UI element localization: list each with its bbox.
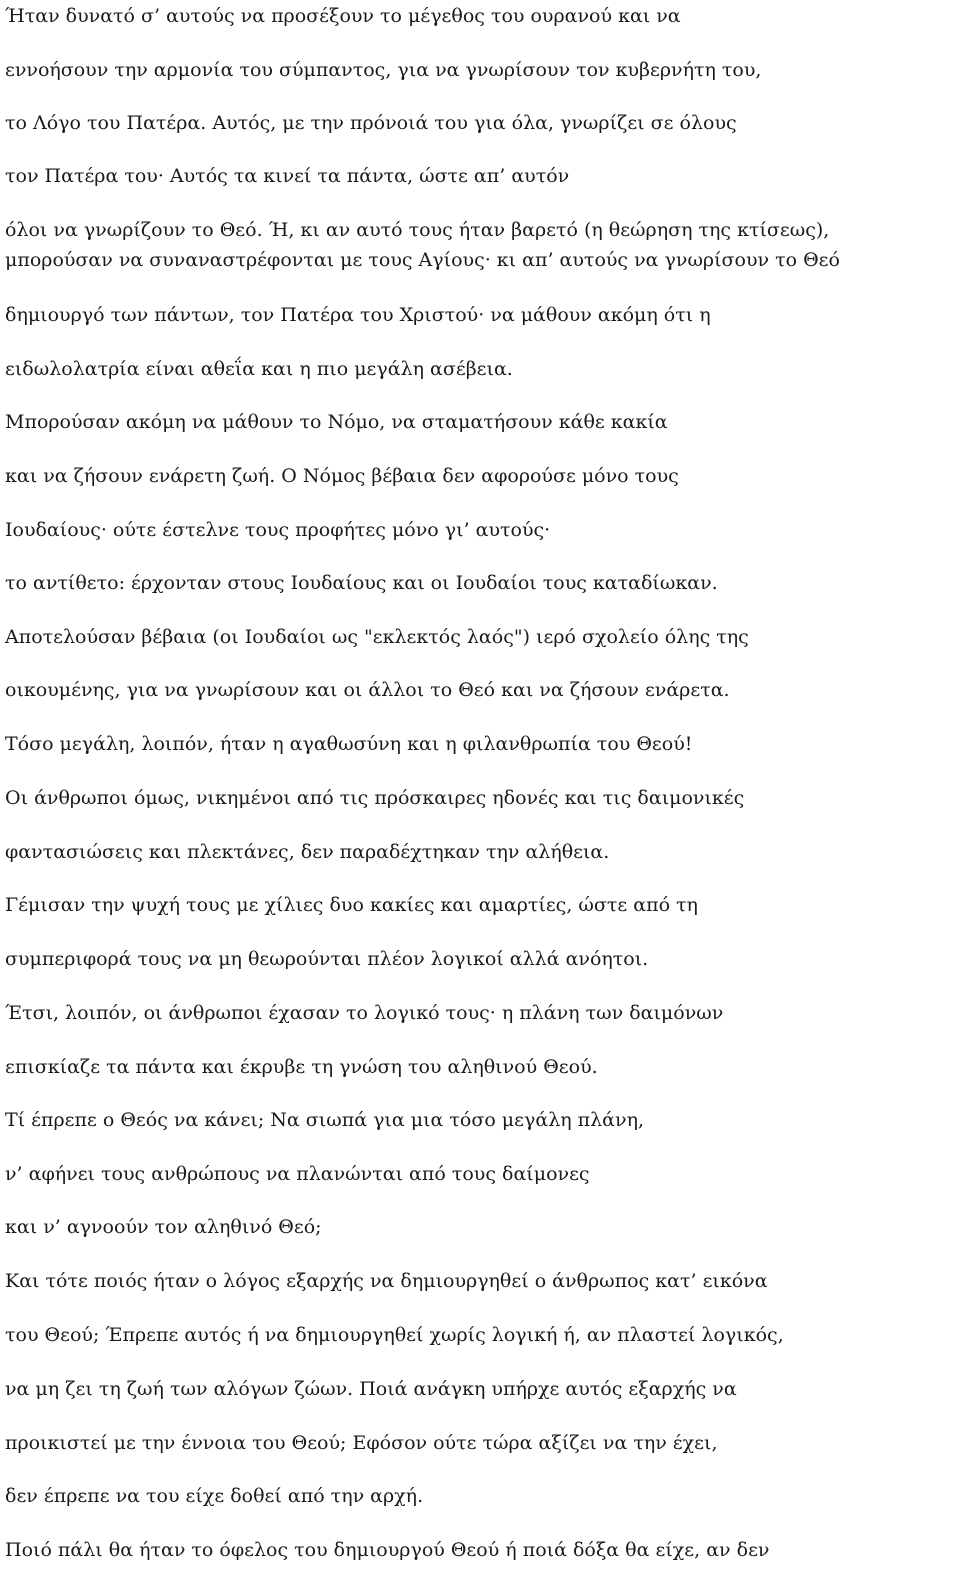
text-line: Αποτελούσαν βέβαια (οι Ιουδαίοι ως "εκλεκτός λαός") ιερό σχολείο όλης της [5,626,749,648]
text-line: να μη ζει τη ζωή των αλόγων ζώων. Ποιά ανάγκη υπήρχε αυτός εξαρχής να [5,1378,737,1400]
text-line: και ν’ αγνοούν τον αληθινό Θεό; [5,1216,322,1238]
text-line: Ήταν δυνατό σ’ αυτούς να προσέξουν το μέγεθος του ουρανού και να [5,5,681,27]
text-line: Έτσι, λοιπόν, οι άνθρωποι έχασαν το λογικό τους· η πλάνη των δαιμόνων [5,1002,724,1024]
text-line: όλοι να γνωρίζουν το Θεό. Ή, κι αν αυτό τους ήταν βαρετό (η θεώρηση της κτίσεως), [5,219,830,241]
text-line: τον Πατέρα του· Αυτός τα κινεί τα πάντα, ώστε απ’ αυτόν [5,165,570,187]
text-line: και να ζήσουν ενάρετη ζωή. Ο Νόμος βέβαια δεν αφορούσε μόνο τους [5,465,679,487]
text-line: Ποιό πάλι θα ήταν το όφελος του δημιουργού Θεού ή ποιά δόξα θα είχε, αν δεν [5,1539,770,1561]
text-line: του Θεού; Έπρεπε αυτός ή να δημιουργηθεί χωρίς λογική ή, αν πλαστεί λογικός, [5,1324,784,1346]
text-line: προικιστεί με την έννοια του Θεού; Εφόσον ούτε τώρα αξίζει να την έχει, [5,1432,718,1454]
text-line: μπορούσαν να συναναστρέφονται με τους Αγίους· κι απ’ αυτούς να γνωρίσουν το Θεό [5,249,840,271]
text-line: ν’ αφήνει τους ανθρώπους να πλανώνται από τους δαίμονες [5,1163,590,1185]
text-line: Οι άνθρωποι όμως, νικημένοι από τις πρόσκαιρες ηδονές και τις δαιμονικές [5,787,745,809]
text-line: Τόσο μεγάλη, λοιπόν, ήταν η αγαθωσύνη και η φιλανθρωπία του Θεού! [5,733,693,755]
text-line: επισκίαζε τα πάντα και έκρυβε τη γνώση του αληθινού Θεού. [5,1056,598,1078]
text-line: οικουμένης, για να γνωρίσουν και οι άλλοι το Θεό και να ζήσουν ενάρετα. [5,679,730,701]
text-line: Και τότε ποιός ήταν ο λόγος εξαρχής να δημιουργηθεί ο άνθρωπος κατ’ εικόνα [5,1270,768,1292]
text-line: Ιουδαίους· ούτε έστελνε τους προφήτες μόνο γι’ αυτούς· [5,519,551,541]
text-line: Τί έπρεπε ο Θεός να κάνει; Να σιωπά για μια τόσο μεγάλη πλάνη, [5,1109,644,1131]
text-line: το Λόγο του Πατέρα. Αυτός, με την πρόνοιά του για όλα, γνωρίζει σε όλους [5,112,737,134]
text-line: το αντίθετο: έρχονταν στους Ιουδαίους και οι Ιουδαίοι τους καταδίωκαν. [5,572,718,594]
text-line: Γέμισαν την ψυχή τους με χίλιες δυο κακίες και αμαρτίες, ώστε από τη [5,894,698,916]
text-line: δημιουργό των πάντων, τον Πατέρα του Χριστού· να μάθουν ακόμη ότι η [5,304,711,326]
text-line: Μπορούσαν ακόμη να μάθουν το Νόμο, να σταματήσουν κάθε κακία [5,411,668,433]
text-line: ειδωλολατρία είναι αθεΐα και η πιο μεγάλη ασέβεια. [5,358,513,380]
text-line: δεν έπρεπε να του είχε δοθεί από την αρχή. [5,1485,424,1507]
text-line: φαντασιώσεις και πλεκτάνες, δεν παραδέχτηκαν την αλήθεια. [5,841,610,863]
text-line: συμπεριφορά τους να μη θεωρούνται πλέον λογικοί αλλά ανόητοι. [5,948,649,970]
text-line: εννοήσουν την αρμονία του σύμπαντος, για να γνωρίσουν τον κυβερνήτη του, [5,59,762,81]
